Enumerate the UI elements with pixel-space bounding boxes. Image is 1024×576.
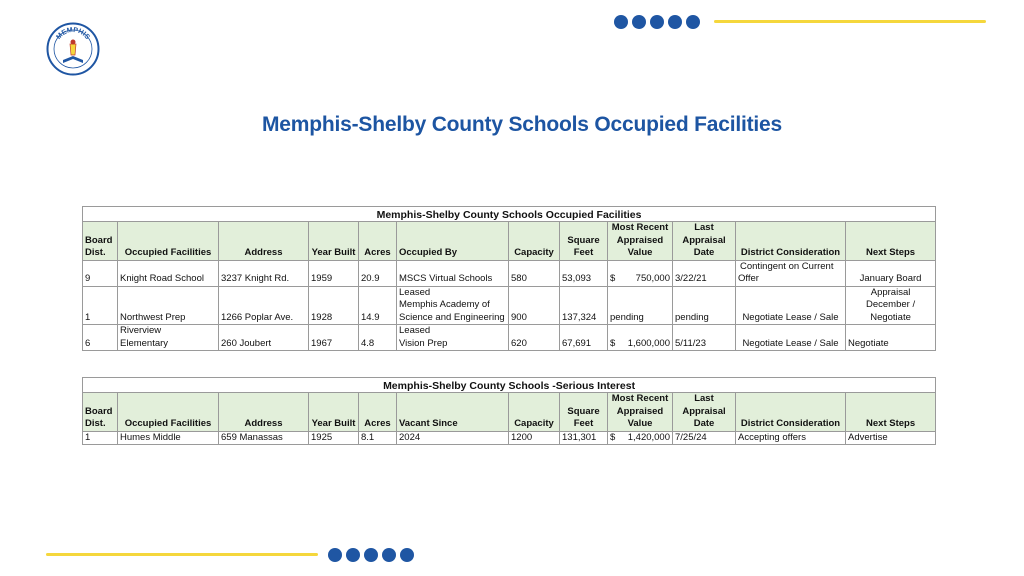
header-facility: Occupied Facilities — [118, 393, 219, 432]
header-district-consideration: District Consideration — [736, 393, 846, 432]
table-row — [83, 325, 936, 351]
bottom-accent-line — [46, 553, 318, 556]
table-row — [83, 431, 936, 445]
table-row — [83, 260, 936, 286]
dot — [328, 548, 342, 562]
header-capacity: Capacity — [509, 222, 560, 261]
dot — [364, 548, 378, 562]
cell-address: 1266 Poplar Ave. — [219, 286, 309, 325]
occupied-facilities-table — [82, 206, 936, 351]
header-appraised-value: Most Recent Appraised Value — [608, 222, 673, 261]
cell-acres: 20.9 — [359, 260, 397, 286]
cell-facility: Northwest Prep — [118, 286, 219, 325]
cell-address: 260 Joubert — [219, 325, 309, 351]
cell-value: $ 1,600,000 — [608, 325, 673, 351]
logo-text: MEMPHIS — [55, 26, 91, 41]
cell-date: 5/11/23 — [673, 325, 736, 351]
cell-value: $ 750,000 — [608, 260, 673, 286]
table-row — [83, 286, 936, 325]
cell-dist: 1 — [83, 431, 118, 445]
table-header-row — [83, 222, 936, 261]
cell-address: 3237 Knight Rd. — [219, 260, 309, 286]
cell-value: $ 1,420,000 — [608, 431, 673, 445]
cell-occupied-by: MSCS Virtual Schools — [397, 260, 509, 286]
table-title: Memphis-Shelby County Schools -Serious Interest — [83, 378, 936, 393]
top-dots — [614, 15, 700, 29]
cell-sqft: 131,301 — [560, 431, 608, 445]
cell-dist: 9 — [83, 260, 118, 286]
header-address: Address — [219, 393, 309, 432]
cell-consideration: Negotiate Lease / Sale — [736, 325, 846, 351]
cell-consideration: Accepting offers — [736, 431, 846, 445]
cell-next-steps: January Board — [846, 260, 936, 286]
cell-year: 1967 — [309, 325, 359, 351]
header-next-steps: Next Steps — [846, 393, 936, 432]
header-next-steps: Next Steps — [846, 222, 936, 261]
header-year-built: Year Built — [309, 393, 359, 432]
table-header-row — [83, 393, 936, 432]
cell-capacity: 1200 — [509, 431, 560, 445]
cell-dist: 6 — [83, 325, 118, 351]
cell-address: 659 Manassas — [219, 431, 309, 445]
cell-sqft: 67,691 — [560, 325, 608, 351]
header-square-feet: Square Feet — [560, 222, 608, 261]
cell-dist: 1 — [83, 286, 118, 325]
cell-acres: 4.8 — [359, 325, 397, 351]
cell-acres: 8.1 — [359, 431, 397, 445]
dot — [632, 15, 646, 29]
memphis-logo — [46, 22, 100, 76]
cell-sqft: 53,093 — [560, 260, 608, 286]
cell-next-steps: Appraisal December / Negotiate — [846, 286, 936, 325]
dot — [346, 548, 360, 562]
table-title: Memphis-Shelby County Schools Occupied Facilities — [83, 207, 936, 222]
top-accent-line — [714, 20, 986, 23]
cell-consideration: Negotiate Lease / Sale — [736, 286, 846, 325]
cell-facility: Knight Road School — [118, 260, 219, 286]
header-facility: Occupied Facilities — [118, 222, 219, 261]
cell-facility: Riverview Elementary — [118, 325, 219, 351]
header-acres: Acres — [359, 222, 397, 261]
header-capacity: Capacity — [509, 393, 560, 432]
cell-year: 1928 — [309, 286, 359, 325]
cell-vacant-since: 2024 — [397, 431, 509, 445]
dot — [650, 15, 664, 29]
header-acres: Acres — [359, 393, 397, 432]
cell-value: pending — [608, 286, 673, 325]
bottom-dots — [328, 548, 414, 562]
header-vacant-since: Vacant Since — [397, 393, 509, 432]
dot — [614, 15, 628, 29]
cell-sqft: 137,324 — [560, 286, 608, 325]
cell-next-steps: Negotiate — [846, 325, 936, 351]
dot — [668, 15, 682, 29]
cell-acres: 14.9 — [359, 286, 397, 325]
cell-capacity: 620 — [509, 325, 560, 351]
header-appraisal-date: Last Appraisal Date — [673, 222, 736, 261]
page-title: Memphis-Shelby County Schools Occupied Facilities — [262, 113, 782, 136]
cell-facility: Humes Middle — [118, 431, 219, 445]
dot — [382, 548, 396, 562]
header-square-feet: Square Feet — [560, 393, 608, 432]
header-appraised-value: Most Recent Appraised Value — [608, 393, 673, 432]
cell-consideration: Contingent on Current Offer — [736, 260, 846, 286]
header-year-built: Year Built — [309, 222, 359, 261]
cell-date: 3/22/21 — [673, 260, 736, 286]
cell-date: 7/25/24 — [673, 431, 736, 445]
header-board-dist: Board Dist. — [83, 393, 118, 432]
cell-capacity: 900 — [509, 286, 560, 325]
serious-interest-table — [82, 377, 936, 445]
cell-next-steps: Advertise — [846, 431, 936, 445]
header-board-dist: Board Dist. — [83, 222, 118, 261]
header-district-consideration: District Consideration — [736, 222, 846, 261]
dot — [400, 548, 414, 562]
cell-occupied-by: Leased Vision Prep — [397, 325, 509, 351]
cell-occupied-by: Leased Memphis Academy of Science and Engineering — [397, 286, 509, 325]
cell-date: pending — [673, 286, 736, 325]
cell-year: 1925 — [309, 431, 359, 445]
dot — [686, 15, 700, 29]
cell-capacity: 580 — [509, 260, 560, 286]
header-occupied-by: Occupied By — [397, 222, 509, 261]
header-address: Address — [219, 222, 309, 261]
header-appraisal-date: Last Appraisal Date — [673, 393, 736, 432]
cell-year: 1959 — [309, 260, 359, 286]
